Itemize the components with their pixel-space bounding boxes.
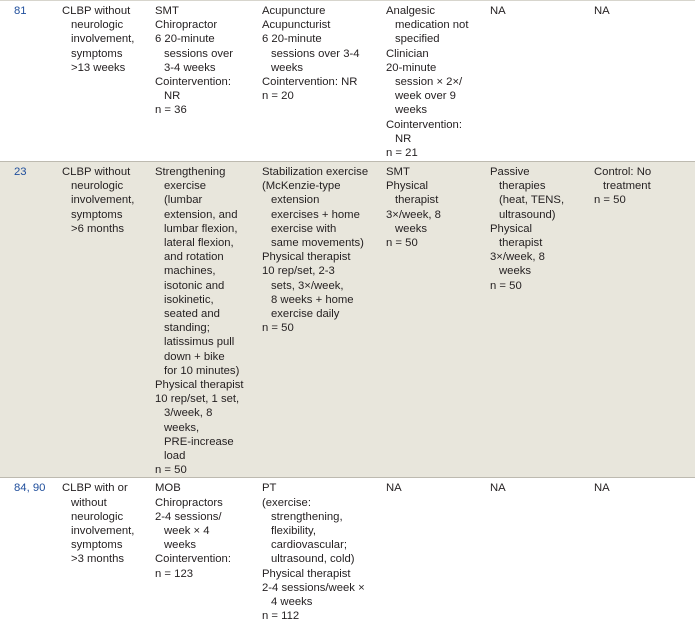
cell-line: Physical therapist bbox=[155, 379, 244, 392]
cell-line: cardiovascular; bbox=[271, 539, 347, 552]
cell-line: Strengthening bbox=[155, 166, 226, 178]
population-cell bbox=[57, 478, 150, 624]
cell-line: NA bbox=[490, 482, 506, 495]
cell-line: n = 36 bbox=[155, 104, 187, 117]
cell-line: Physical bbox=[386, 180, 429, 193]
table-row bbox=[0, 478, 695, 624]
cell-line: Acupuncturist bbox=[262, 19, 331, 32]
cell-line: (exercise: bbox=[262, 496, 311, 509]
cell-line: weeks bbox=[499, 265, 532, 278]
cell-line: week over 9 bbox=[395, 90, 456, 103]
cell-line: CLBP with or bbox=[62, 482, 128, 495]
reference-link[interactable]: 84, 90 bbox=[14, 482, 46, 495]
cell-line: Cointervention: bbox=[155, 76, 231, 89]
cell-line: exercise daily bbox=[271, 308, 340, 321]
cell-line: n = 50 bbox=[490, 279, 522, 292]
population-cell bbox=[57, 162, 150, 478]
cell-line: involvement, bbox=[71, 525, 135, 538]
cell-line: session × 2×/ bbox=[395, 76, 463, 89]
cell-line: NA bbox=[490, 5, 506, 17]
cell-line: (heat, TENS, bbox=[499, 194, 565, 207]
cell-line: exercises + home bbox=[271, 208, 360, 221]
cell-line: exercise with bbox=[271, 222, 337, 235]
intervention-1-cell bbox=[150, 1, 257, 162]
table-body bbox=[0, 1, 695, 624]
cell-line: Acupuncture bbox=[262, 5, 326, 17]
cell-line: therapist bbox=[499, 237, 543, 250]
cell-line: NR bbox=[395, 132, 412, 145]
cell-line: latissimus pull bbox=[164, 336, 235, 349]
intervention-3-cell bbox=[381, 1, 485, 162]
population-cell bbox=[57, 1, 150, 162]
cell-line: >6 months bbox=[71, 222, 125, 235]
cell-line: weeks bbox=[395, 222, 428, 235]
cell-line: 4 weeks bbox=[271, 596, 313, 609]
cell-line: weeks bbox=[164, 539, 197, 552]
cell-line: week × 4 bbox=[164, 525, 210, 538]
cell-line: n = 20 bbox=[262, 90, 294, 103]
cell-line: neurologic bbox=[71, 19, 124, 32]
intervention-4-cell bbox=[485, 162, 589, 478]
table-row bbox=[0, 162, 695, 478]
cell-line: Chiropractor bbox=[155, 19, 218, 32]
cell-line: medication not bbox=[395, 19, 469, 32]
cell-line: lateral flexion, bbox=[164, 237, 234, 250]
cell-line: 3×/week, 8 bbox=[386, 208, 441, 221]
intervention-3-cell bbox=[381, 478, 485, 624]
intervention-4-cell bbox=[485, 1, 589, 162]
cell-line: flexibility, bbox=[271, 525, 316, 538]
cell-line: treatment bbox=[603, 180, 651, 193]
cell-line: involvement, bbox=[71, 194, 135, 207]
cell-line: symptoms bbox=[71, 208, 123, 221]
cell-line: ultrasound, cold) bbox=[271, 553, 355, 566]
cell-line: Physical therapist bbox=[262, 251, 351, 264]
cell-line: 2-4 sessions/ bbox=[155, 510, 222, 523]
cell-line: 20-minute bbox=[386, 61, 437, 74]
cell-line: lumbar flexion, bbox=[164, 222, 238, 235]
cell-line: symptoms bbox=[71, 539, 123, 552]
cell-line: neurologic bbox=[71, 510, 124, 523]
table-row bbox=[0, 1, 695, 162]
intervention-2-cell bbox=[257, 162, 381, 478]
cell-line: NA bbox=[594, 5, 610, 17]
cell-line: 6 20-minute bbox=[262, 33, 322, 46]
cell-line: 3×/week, 8 bbox=[490, 251, 545, 264]
cell-line: n = 21 bbox=[386, 147, 418, 160]
cell-line: n = 123 bbox=[155, 567, 194, 580]
cell-line: ultrasound) bbox=[499, 208, 556, 221]
cell-line: >3 months bbox=[71, 553, 125, 566]
cell-line: and rotation bbox=[164, 251, 224, 264]
cell-line: machines, bbox=[164, 265, 216, 278]
cell-line: (lumbar bbox=[164, 194, 203, 207]
cell-line: 8 weeks + home bbox=[271, 293, 354, 306]
intervention-5-cell bbox=[589, 478, 695, 624]
cell-line: for 10 minutes) bbox=[164, 364, 240, 377]
reference-cell[interactable] bbox=[0, 162, 57, 478]
cell-line: PT bbox=[262, 482, 277, 495]
cell-line: Physical therapist bbox=[262, 567, 351, 580]
cell-line: Physical bbox=[490, 222, 533, 235]
cell-line: 3/week, 8 bbox=[164, 407, 213, 420]
cell-line: SMT bbox=[386, 166, 410, 178]
cell-line: weeks bbox=[271, 61, 304, 74]
reference-cell[interactable] bbox=[0, 478, 57, 624]
cell-line: sets, 3×/week, bbox=[271, 279, 344, 292]
cell-line: load bbox=[164, 450, 186, 463]
cell-line: n = 50 bbox=[386, 237, 418, 250]
cell-line: isotonic and bbox=[164, 279, 225, 292]
cell-line: Passive bbox=[490, 166, 530, 178]
cell-line: same movements) bbox=[271, 237, 364, 250]
cell-line: exercise bbox=[164, 180, 207, 193]
cell-line: Analgesic bbox=[386, 5, 435, 17]
cell-line: 2-4 sessions/week × bbox=[262, 581, 365, 594]
cell-line: standing; bbox=[164, 322, 210, 335]
cell-line: down + bike bbox=[164, 350, 225, 363]
cell-line: Chiropractors bbox=[155, 496, 223, 509]
intervention-2-cell bbox=[257, 1, 381, 162]
cell-line: sessions over 3-4 bbox=[271, 47, 360, 60]
cell-line: Cointervention: bbox=[155, 553, 231, 566]
cell-line: 10 rep/set, 1 set, bbox=[155, 393, 240, 406]
cell-line: PRE-increase bbox=[164, 435, 234, 448]
cell-line: isokinetic, bbox=[164, 293, 214, 306]
intervention-3-cell bbox=[381, 162, 485, 478]
cell-line: NR bbox=[164, 90, 181, 103]
cell-line: 6 20-minute bbox=[155, 33, 215, 46]
cell-line: 3-4 weeks bbox=[164, 61, 216, 74]
cell-line: Control: No bbox=[594, 166, 652, 178]
cell-line: 10 rep/set, 2-3 bbox=[262, 265, 335, 278]
cell-line: n = 50 bbox=[262, 322, 294, 335]
cell-line: NA bbox=[594, 482, 610, 495]
cell-line: MOB bbox=[155, 482, 181, 495]
cell-line: seated and bbox=[164, 308, 220, 321]
cell-line: extension bbox=[271, 194, 320, 207]
cell-line: extension, and bbox=[164, 208, 238, 221]
intervention-4-cell bbox=[485, 478, 589, 624]
reference-link[interactable]: 23 bbox=[14, 166, 27, 178]
cell-line: sessions over bbox=[164, 47, 234, 60]
cell-line: >13 weeks bbox=[71, 61, 126, 74]
cell-line: CLBP without bbox=[62, 166, 131, 178]
cell-line: weeks, bbox=[164, 421, 200, 434]
cell-line: CLBP without bbox=[62, 5, 131, 17]
cell-line: n = 50 bbox=[155, 464, 187, 477]
reference-link[interactable]: 81 bbox=[14, 5, 27, 17]
cell-line: neurologic bbox=[71, 180, 124, 193]
cell-line: n = 50 bbox=[594, 194, 626, 207]
cell-line: Clinician bbox=[386, 47, 429, 60]
cell-line: Cointervention: bbox=[386, 118, 462, 131]
cell-line: therapist bbox=[395, 194, 439, 207]
cell-line: (McKenzie-type bbox=[262, 180, 341, 193]
intervention-5-cell bbox=[589, 162, 695, 478]
cell-line: strengthening, bbox=[271, 510, 343, 523]
intervention-2-cell bbox=[257, 478, 381, 624]
cell-line: n = 112 bbox=[262, 610, 300, 623]
reference-cell[interactable] bbox=[0, 1, 57, 162]
cell-line: involvement, bbox=[71, 33, 135, 46]
cell-line: Cointervention: NR bbox=[262, 76, 358, 89]
intervention-5-cell bbox=[589, 1, 695, 162]
cell-line: Stabilization exercise bbox=[262, 166, 369, 178]
intervention-1-cell bbox=[150, 162, 257, 478]
cell-line: without bbox=[71, 496, 107, 509]
cell-line: NA bbox=[386, 482, 402, 495]
intervention-1-cell bbox=[150, 478, 257, 624]
cell-line: therapies bbox=[499, 180, 546, 193]
cell-line: weeks bbox=[395, 104, 428, 117]
cell-line: symptoms bbox=[71, 47, 123, 60]
cell-line: SMT bbox=[155, 5, 179, 17]
cell-line: specified bbox=[395, 33, 440, 46]
